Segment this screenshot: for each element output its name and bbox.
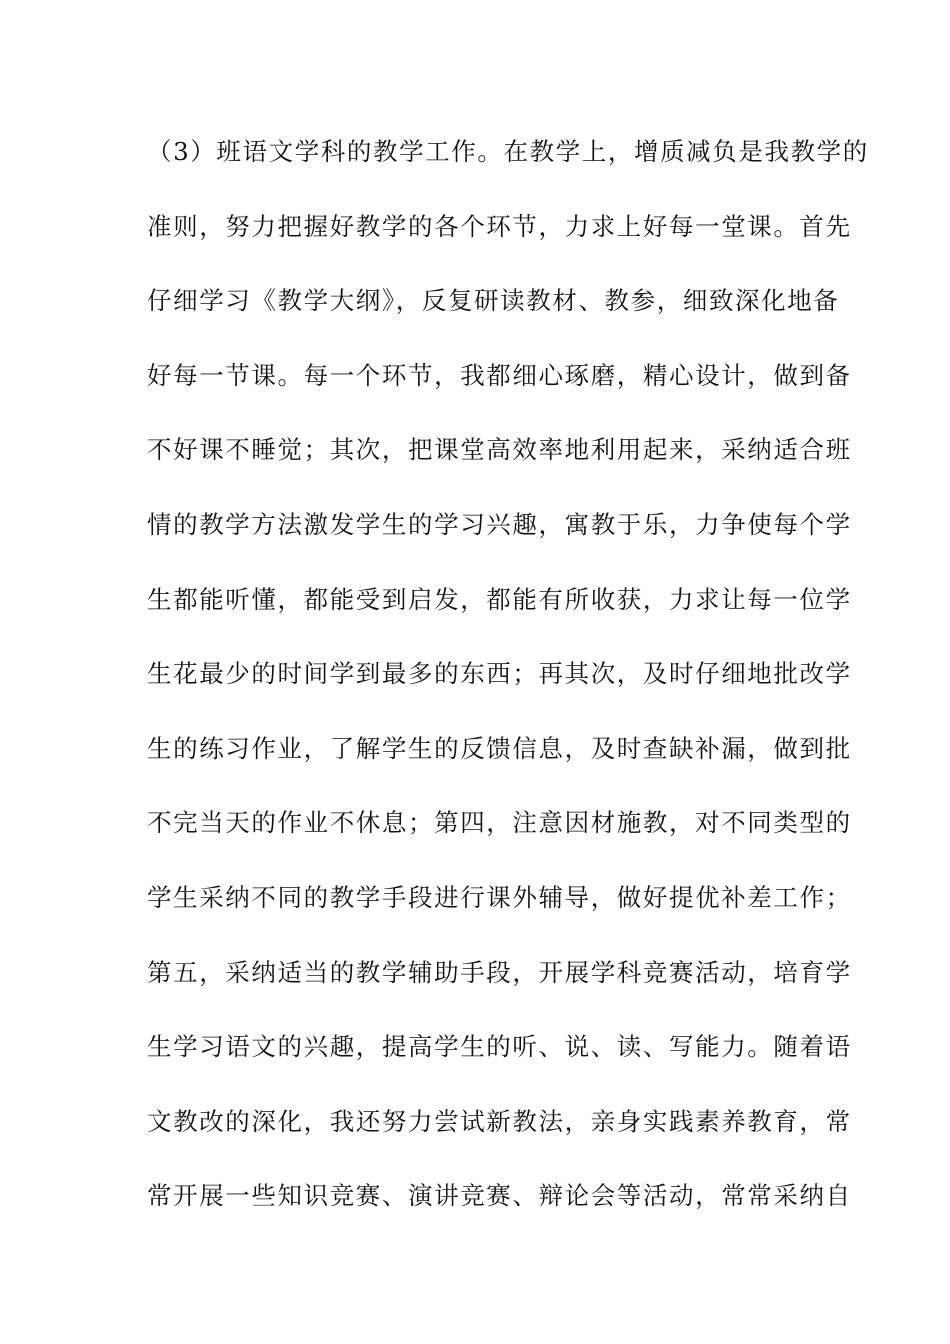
text-line-15: 常开展一些知识竞赛、演讲竞赛、辩论会等活动，常常采纳自: [147, 1181, 852, 1211]
text-line-13: 生学习语文的兴趣，提高学生的听、说、读、写能力。随着语: [147, 1032, 852, 1062]
text-line-6: 情的教学方法激发学生的学习兴趣，寓教于乐，力争使每个学: [147, 509, 852, 539]
text-line-14: 文教改的深化，我还努力尝试新教法，亲身实践素养教育，常: [147, 1106, 852, 1136]
text-line-8: 生花最少的时间学到最多的东西；再其次，及时仔细地批改学: [147, 659, 852, 689]
text-line-10: 不完当天的作业不休息；第四，注意因材施教，对不同类型的: [147, 808, 852, 838]
text-line-2: 准则，努力把握好教学的各个环节，力求上好每一堂课。首先: [147, 211, 852, 241]
text-line-11: 学生采纳不同的教学手段进行课外辅导，做好提优补差工作；: [147, 882, 852, 912]
text-line-7: 生都能听懂，都能受到启发，都能有所收获，力求让每一位学: [147, 584, 852, 614]
text-line-9: 生的练习作业，了解学生的反馈信息，及时查缺补漏，做到批: [147, 733, 852, 763]
body-paragraph: [147, 126, 869, 1245]
text-line-12: 第五，采纳适当的教学辅助手段，开展学科竞赛活动，培育学: [147, 957, 852, 987]
text-line-3: 仔细学习《教学大纲》，反复研读教材、教参，细致深化地备: [147, 286, 840, 316]
text-line-4: 好每一节课。每一个环节，我都细心琢磨，精心设计，做到备: [147, 360, 852, 390]
text-line-1: （3）班语文学科的教学工作。在教学上，增质减负是我教学的: [147, 137, 869, 166]
text-line-5: 不好课不睡觉；其次，把课堂高效率地利用起来，采纳适合班: [147, 435, 852, 465]
